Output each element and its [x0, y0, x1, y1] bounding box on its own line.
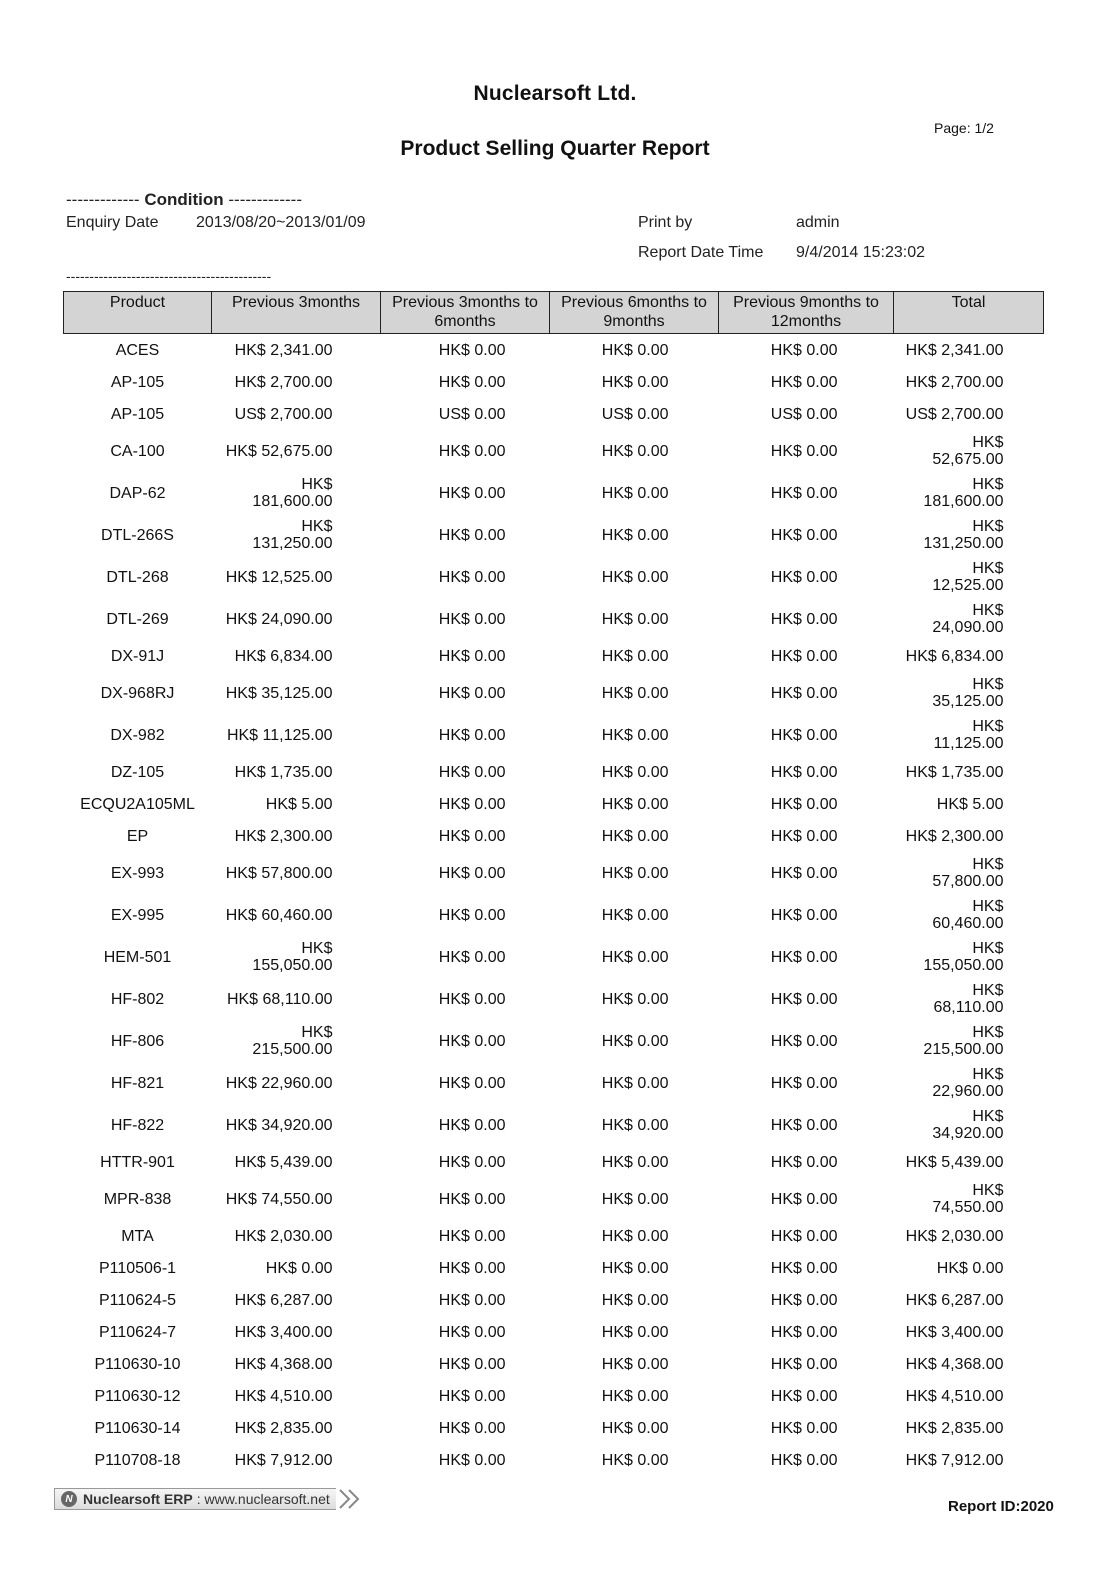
- cell-total: HK$ 215,500.00: [923, 1024, 1004, 1058]
- cell-prev-6-9months: HK$ 0.00: [601, 990, 669, 1008]
- table-row: [64, 1220, 1044, 1252]
- cell-prev-9-12months: HK$ 0.00: [770, 795, 838, 813]
- cell-prev-6-9months: HK$ 0.00: [601, 1323, 669, 1341]
- table-row: [64, 1104, 1044, 1146]
- cell-total: HK$ 52,675.00: [932, 434, 1004, 468]
- cell-prev-3months: HK$ 6,834.00: [234, 647, 333, 665]
- cell-product: HF-806: [110, 1032, 165, 1050]
- cell-total: HK$ 155,050.00: [923, 940, 1004, 974]
- cell-prev-9-12months: US$ 0.00: [770, 405, 838, 423]
- cell-product: P110630-12: [94, 1387, 181, 1405]
- cell-prev-6-9months: HK$ 0.00: [601, 1355, 669, 1373]
- cell-prev-3-6months: HK$ 0.00: [438, 341, 506, 359]
- cell-prev-9-12months: HK$ 0.00: [770, 1419, 838, 1437]
- cell-prev-9-12months: HK$ 0.00: [770, 1153, 838, 1171]
- cell-prev-3-6months: HK$ 0.00: [438, 568, 506, 586]
- column-header-prev-6-9months: Previous 6months to 9months: [550, 292, 719, 334]
- cell-prev-3months: HK$ 22,960.00: [225, 1074, 333, 1092]
- table-row: [64, 788, 1044, 820]
- cell-prev-6-9months: HK$ 0.00: [601, 1419, 669, 1437]
- cell-prev-6-9months: HK$ 0.00: [601, 1451, 669, 1469]
- cell-prev-9-12months: HK$ 0.00: [770, 1451, 838, 1469]
- cell-prev-3-6months: HK$ 0.00: [438, 1032, 506, 1050]
- table-row: [64, 1284, 1044, 1316]
- cell-product: HTTR-901: [100, 1153, 175, 1171]
- cell-prev-3months: HK$ 6,287.00: [234, 1291, 333, 1309]
- cell-product: P110630-14: [94, 1419, 181, 1437]
- cell-prev-3-6months: HK$ 0.00: [438, 726, 506, 744]
- cell-total: HK$ 68,110.00: [933, 982, 1004, 1016]
- cell-prev-6-9months: HK$ 0.00: [601, 1227, 669, 1245]
- cell-prev-9-12months: HK$ 0.00: [770, 647, 838, 665]
- cell-prev-9-12months: HK$ 0.00: [770, 684, 838, 702]
- table-row: [64, 852, 1044, 894]
- cell-product: MTA: [121, 1227, 154, 1245]
- cell-prev-3months: HK$ 2,700.00: [234, 373, 333, 391]
- double-chevron-right-icon: [336, 1488, 364, 1510]
- cell-product: HF-822: [110, 1116, 165, 1134]
- cell-prev-6-9months: HK$ 0.00: [601, 526, 669, 544]
- cell-prev-3-6months: HK$ 0.00: [438, 442, 506, 460]
- cell-prev-3months: HK$ 11,125.00: [226, 726, 333, 744]
- cell-prev-3months: HK$ 2,341.00: [234, 341, 333, 359]
- cell-prev-3months: HK$ 131,250.00: [252, 518, 333, 552]
- cell-prev-3-6months: HK$ 0.00: [438, 795, 506, 813]
- cell-total: HK$ 34,920.00: [932, 1108, 1004, 1142]
- report-table: [63, 291, 1044, 1476]
- cell-prev-6-9months: HK$ 0.00: [601, 795, 669, 813]
- cell-total: HK$ 6,287.00: [905, 1291, 1004, 1309]
- table-row: [64, 978, 1044, 1020]
- cell-prev-6-9months: HK$ 0.00: [601, 763, 669, 781]
- cell-prev-3-6months: US$ 0.00: [438, 405, 506, 423]
- cell-prev-3months: HK$ 35,125.00: [225, 684, 333, 702]
- cell-prev-3months: HK$ 181,600.00: [252, 476, 333, 510]
- table-row: [64, 514, 1044, 556]
- cell-product: P110708-18: [94, 1451, 181, 1469]
- cell-total: HK$ 3,400.00: [905, 1323, 1004, 1341]
- cell-prev-9-12months: HK$ 0.00: [770, 484, 838, 502]
- table-row: [64, 756, 1044, 788]
- cell-prev-9-12months: HK$ 0.00: [770, 726, 838, 744]
- cell-prev-3months: HK$ 74,550.00: [225, 1190, 333, 1208]
- table-row: [64, 1412, 1044, 1444]
- cell-prev-9-12months: HK$ 0.00: [770, 1323, 838, 1341]
- cell-prev-3-6months: HK$ 0.00: [438, 526, 506, 544]
- cell-total: HK$ 35,125.00: [932, 676, 1004, 710]
- table-row: [64, 672, 1044, 714]
- table-row: [64, 1444, 1044, 1476]
- cell-prev-6-9months: HK$ 0.00: [601, 442, 669, 460]
- cell-prev-9-12months: HK$ 0.00: [770, 990, 838, 1008]
- cell-total: HK$ 6,834.00: [905, 647, 1004, 665]
- cell-prev-3months: HK$ 7,912.00: [234, 1451, 333, 1469]
- report-id: Report ID:2020: [948, 1498, 1054, 1515]
- cell-prev-6-9months: HK$ 0.00: [601, 610, 669, 628]
- cell-prev-9-12months: HK$ 0.00: [770, 1355, 838, 1373]
- cell-prev-3-6months: HK$ 0.00: [438, 1323, 506, 1341]
- cell-prev-9-12months: HK$ 0.00: [770, 864, 838, 882]
- cell-prev-3-6months: HK$ 0.00: [438, 990, 506, 1008]
- table-row: [64, 1062, 1044, 1104]
- cell-prev-6-9months: HK$ 0.00: [601, 341, 669, 359]
- cell-total: HK$ 4,510.00: [905, 1387, 1004, 1405]
- cell-product: DX-968RJ: [100, 684, 175, 702]
- cell-prev-3-6months: HK$ 0.00: [438, 373, 506, 391]
- enquiry-date-label: Enquiry Date: [66, 214, 159, 231]
- cell-prev-6-9months: HK$ 0.00: [601, 726, 669, 744]
- table-row: [64, 398, 1044, 430]
- cell-product: P110624-7: [98, 1323, 177, 1341]
- cell-prev-3-6months: HK$ 0.00: [438, 1387, 506, 1405]
- cell-product: P110624-5: [98, 1291, 177, 1309]
- cell-prev-3-6months: HK$ 0.00: [438, 1291, 506, 1309]
- cell-total: HK$ 12,525.00: [932, 560, 1004, 594]
- cell-total: HK$ 2,300.00: [905, 827, 1004, 845]
- cell-total: HK$ 4,368.00: [905, 1355, 1004, 1373]
- table-header-row: [64, 292, 1044, 334]
- cell-prev-6-9months: HK$ 0.00: [601, 864, 669, 882]
- cell-total: US$ 2,700.00: [905, 405, 1004, 423]
- table-row: [64, 820, 1044, 852]
- table-row: [64, 1380, 1044, 1412]
- cell-prev-3months: HK$ 3,400.00: [234, 1323, 333, 1341]
- cell-total: HK$ 57,800.00: [932, 856, 1004, 890]
- cell-total: HK$ 2,341.00: [905, 341, 1004, 359]
- cell-product: DAP-62: [109, 484, 166, 502]
- cell-prev-6-9months: HK$ 0.00: [601, 1259, 669, 1277]
- cell-prev-9-12months: HK$ 0.00: [770, 1116, 838, 1134]
- cell-prev-6-9months: HK$ 0.00: [601, 1190, 669, 1208]
- cell-prev-9-12months: HK$ 0.00: [770, 610, 838, 628]
- cell-prev-3-6months: HK$ 0.00: [438, 684, 506, 702]
- cell-prev-3-6months: HK$ 0.00: [438, 827, 506, 845]
- cell-prev-9-12months: HK$ 0.00: [770, 1259, 838, 1277]
- footer-url: : www.nuclearsoft.net: [196, 1491, 330, 1507]
- cell-total: HK$ 74,550.00: [932, 1182, 1004, 1216]
- cell-product: HF-821: [110, 1074, 165, 1092]
- cell-prev-3-6months: HK$ 0.00: [438, 1451, 506, 1469]
- cell-prev-3-6months: HK$ 0.00: [438, 906, 506, 924]
- print-by-label: Print by: [638, 214, 693, 231]
- cell-prev-9-12months: HK$ 0.00: [770, 948, 838, 966]
- cell-prev-3-6months: HK$ 0.00: [438, 1355, 506, 1373]
- table-row: [64, 598, 1044, 640]
- cell-product: DTL-268: [106, 568, 169, 586]
- cell-prev-3-6months: HK$ 0.00: [438, 763, 506, 781]
- cell-prev-3months: HK$ 0.00: [265, 1259, 333, 1277]
- cell-prev-3-6months: HK$ 0.00: [438, 1116, 506, 1134]
- cell-total: HK$ 181,600.00: [923, 476, 1004, 510]
- cell-product: EX-993: [110, 864, 165, 882]
- cell-prev-3months: HK$ 215,500.00: [252, 1024, 333, 1058]
- table-row: [64, 430, 1044, 472]
- table-row: [64, 472, 1044, 514]
- cell-prev-9-12months: HK$ 0.00: [770, 906, 838, 924]
- table-row: [64, 714, 1044, 756]
- cell-total: HK$ 2,700.00: [905, 373, 1004, 391]
- cell-prev-3months: HK$ 12,525.00: [225, 568, 333, 586]
- cell-prev-6-9months: HK$ 0.00: [601, 373, 669, 391]
- table-row: [64, 894, 1044, 936]
- cell-product: DTL-266S: [101, 526, 174, 544]
- cell-total: HK$ 60,460.00: [932, 898, 1004, 932]
- cell-prev-6-9months: HK$ 0.00: [601, 1116, 669, 1134]
- cell-prev-3months: HK$ 24,090.00: [225, 610, 333, 628]
- cell-prev-3months: HK$ 4,510.00: [234, 1387, 333, 1405]
- cell-prev-3months: HK$ 34,920.00: [225, 1116, 333, 1134]
- cell-prev-9-12months: HK$ 0.00: [770, 1032, 838, 1050]
- cell-product: MPR-838: [103, 1190, 172, 1208]
- cell-product: P110506-1: [98, 1259, 177, 1277]
- cell-prev-9-12months: HK$ 0.00: [770, 1074, 838, 1092]
- table-row: [64, 366, 1044, 398]
- cell-prev-3months: HK$ 5,439.00: [234, 1153, 333, 1171]
- table-row: [64, 936, 1044, 978]
- cell-product: DTL-269: [106, 610, 169, 628]
- cell-total: HK$ 131,250.00: [923, 518, 1004, 552]
- cell-prev-9-12months: HK$ 0.00: [770, 1291, 838, 1309]
- cell-total: HK$ 5,439.00: [905, 1153, 1004, 1171]
- cell-product: DX-91J: [110, 647, 165, 665]
- cell-total: HK$ 24,090.00: [932, 602, 1004, 636]
- report-datetime-value: 9/4/2014 15:23:02: [796, 244, 926, 261]
- cell-prev-3months: HK$ 4,368.00: [234, 1355, 333, 1373]
- table-row: [64, 640, 1044, 672]
- column-header-prev-3-6months: Previous 3months to 6months: [381, 292, 550, 334]
- nuclearsoft-logo-icon: N: [61, 1491, 77, 1507]
- column-header-total: Total: [894, 292, 1044, 334]
- cell-prev-6-9months: HK$ 0.00: [601, 1153, 669, 1171]
- cell-prev-9-12months: HK$ 0.00: [770, 526, 838, 544]
- cell-prev-3months: HK$ 2,300.00: [234, 827, 333, 845]
- condition-divider: --------------------------------------------: [66, 268, 272, 284]
- cell-prev-6-9months: HK$ 0.00: [601, 906, 669, 924]
- cell-prev-6-9months: HK$ 0.00: [601, 1032, 669, 1050]
- condition-heading-label: Condition: [144, 190, 224, 209]
- cell-prev-3-6months: HK$ 0.00: [438, 484, 506, 502]
- cell-prev-6-9months: HK$ 0.00: [601, 827, 669, 845]
- cell-prev-3months: HK$ 155,050.00: [252, 940, 333, 974]
- cell-prev-3months: HK$ 1,735.00: [234, 763, 333, 781]
- table-row: [64, 556, 1044, 598]
- cell-prev-9-12months: HK$ 0.00: [770, 442, 838, 460]
- cell-product: ECQU2A105ML: [80, 795, 195, 813]
- cell-prev-3-6months: HK$ 0.00: [438, 647, 506, 665]
- cell-prev-3-6months: HK$ 0.00: [438, 1419, 506, 1437]
- cell-prev-3-6months: HK$ 0.00: [438, 1259, 506, 1277]
- condition-heading: ------------- Condition -------------: [66, 190, 302, 209]
- cell-total: HK$ 1,735.00: [905, 763, 1004, 781]
- cell-product: DX-982: [110, 726, 165, 744]
- cell-prev-3-6months: HK$ 0.00: [438, 1153, 506, 1171]
- cell-prev-3months: HK$ 5.00: [265, 795, 333, 813]
- report-title: Product Selling Quarter Report: [400, 137, 710, 160]
- table-row: [64, 334, 1044, 367]
- cell-prev-3-6months: HK$ 0.00: [438, 864, 506, 882]
- cell-product: HF-802: [110, 990, 165, 1008]
- cell-prev-3-6months: HK$ 0.00: [438, 1227, 506, 1245]
- cell-product: AP-105: [110, 373, 165, 391]
- cell-prev-9-12months: HK$ 0.00: [770, 763, 838, 781]
- table-row: [64, 1348, 1044, 1380]
- report-table-body: [64, 334, 1044, 1477]
- footer-brand-banner: [54, 1488, 364, 1510]
- enquiry-date-value: 2013/08/20~2013/01/09: [196, 214, 366, 231]
- cell-total: HK$ 7,912.00: [905, 1451, 1004, 1469]
- cell-prev-9-12months: HK$ 0.00: [770, 827, 838, 845]
- table-row: [64, 1252, 1044, 1284]
- cell-prev-6-9months: HK$ 0.00: [601, 948, 669, 966]
- cell-prev-9-12months: HK$ 0.00: [770, 568, 838, 586]
- print-by-value: admin: [796, 214, 840, 231]
- cell-product: AP-105: [110, 405, 165, 423]
- cell-prev-3months: HK$ 2,835.00: [234, 1419, 333, 1437]
- cell-total: HK$ 2,835.00: [905, 1419, 1004, 1437]
- cell-prev-3months: US$ 2,700.00: [234, 405, 333, 423]
- column-header-prev-3months: Previous 3months: [212, 292, 381, 334]
- cell-total: HK$ 0.00: [936, 1259, 1004, 1277]
- page-number: Page: 1/2: [934, 120, 994, 136]
- cell-prev-6-9months: US$ 0.00: [601, 405, 669, 423]
- table-row: [64, 1146, 1044, 1178]
- cell-total: HK$ 2,030.00: [905, 1227, 1004, 1245]
- cell-prev-9-12months: HK$ 0.00: [770, 1227, 838, 1245]
- cell-prev-3months: HK$ 68,110.00: [226, 990, 333, 1008]
- cell-prev-3months: HK$ 60,460.00: [225, 906, 333, 924]
- cell-prev-9-12months: HK$ 0.00: [770, 1190, 838, 1208]
- column-header-prev-9-12months: Previous 9months to 12months: [719, 292, 894, 334]
- cell-prev-3-6months: HK$ 0.00: [438, 948, 506, 966]
- cell-prev-9-12months: HK$ 0.00: [770, 373, 838, 391]
- table-row: [64, 1178, 1044, 1220]
- cell-prev-3-6months: HK$ 0.00: [438, 610, 506, 628]
- cell-total: HK$ 22,960.00: [932, 1066, 1004, 1100]
- cell-product: ACES: [115, 341, 160, 359]
- table-row: [64, 1316, 1044, 1348]
- cell-prev-9-12months: HK$ 0.00: [770, 1387, 838, 1405]
- cell-prev-6-9months: HK$ 0.00: [601, 484, 669, 502]
- report-datetime-label: Report Date Time: [638, 244, 764, 261]
- cell-product: HEM-501: [103, 948, 172, 966]
- cell-prev-6-9months: HK$ 0.00: [601, 1291, 669, 1309]
- cell-prev-6-9months: HK$ 0.00: [601, 647, 669, 665]
- cell-prev-6-9months: HK$ 0.00: [601, 568, 669, 586]
- cell-prev-6-9months: HK$ 0.00: [601, 1387, 669, 1405]
- cell-prev-6-9months: HK$ 0.00: [601, 1074, 669, 1092]
- cell-product: P110630-10: [94, 1355, 181, 1373]
- column-header-product: Product: [64, 292, 212, 334]
- cell-product: EX-995: [110, 906, 165, 924]
- cell-prev-3-6months: HK$ 0.00: [438, 1074, 506, 1092]
- cell-product: EP: [126, 827, 149, 845]
- cell-prev-3months: HK$ 57,800.00: [225, 864, 333, 882]
- cell-prev-3months: HK$ 52,675.00: [225, 442, 333, 460]
- company-name: Nuclearsoft Ltd.: [473, 82, 637, 105]
- footer-brand-name: Nuclearsoft ERP: [83, 1491, 193, 1507]
- cell-total: HK$ 11,125.00: [933, 718, 1004, 752]
- cell-total: HK$ 5.00: [936, 795, 1004, 813]
- cell-product: CA-100: [110, 442, 165, 460]
- cell-prev-6-9months: HK$ 0.00: [601, 684, 669, 702]
- table-row: [64, 1020, 1044, 1062]
- cell-product: DZ-105: [110, 763, 165, 781]
- cell-prev-9-12months: HK$ 0.00: [770, 341, 838, 359]
- cell-prev-3months: HK$ 2,030.00: [234, 1227, 333, 1245]
- cell-prev-3-6months: HK$ 0.00: [438, 1190, 506, 1208]
